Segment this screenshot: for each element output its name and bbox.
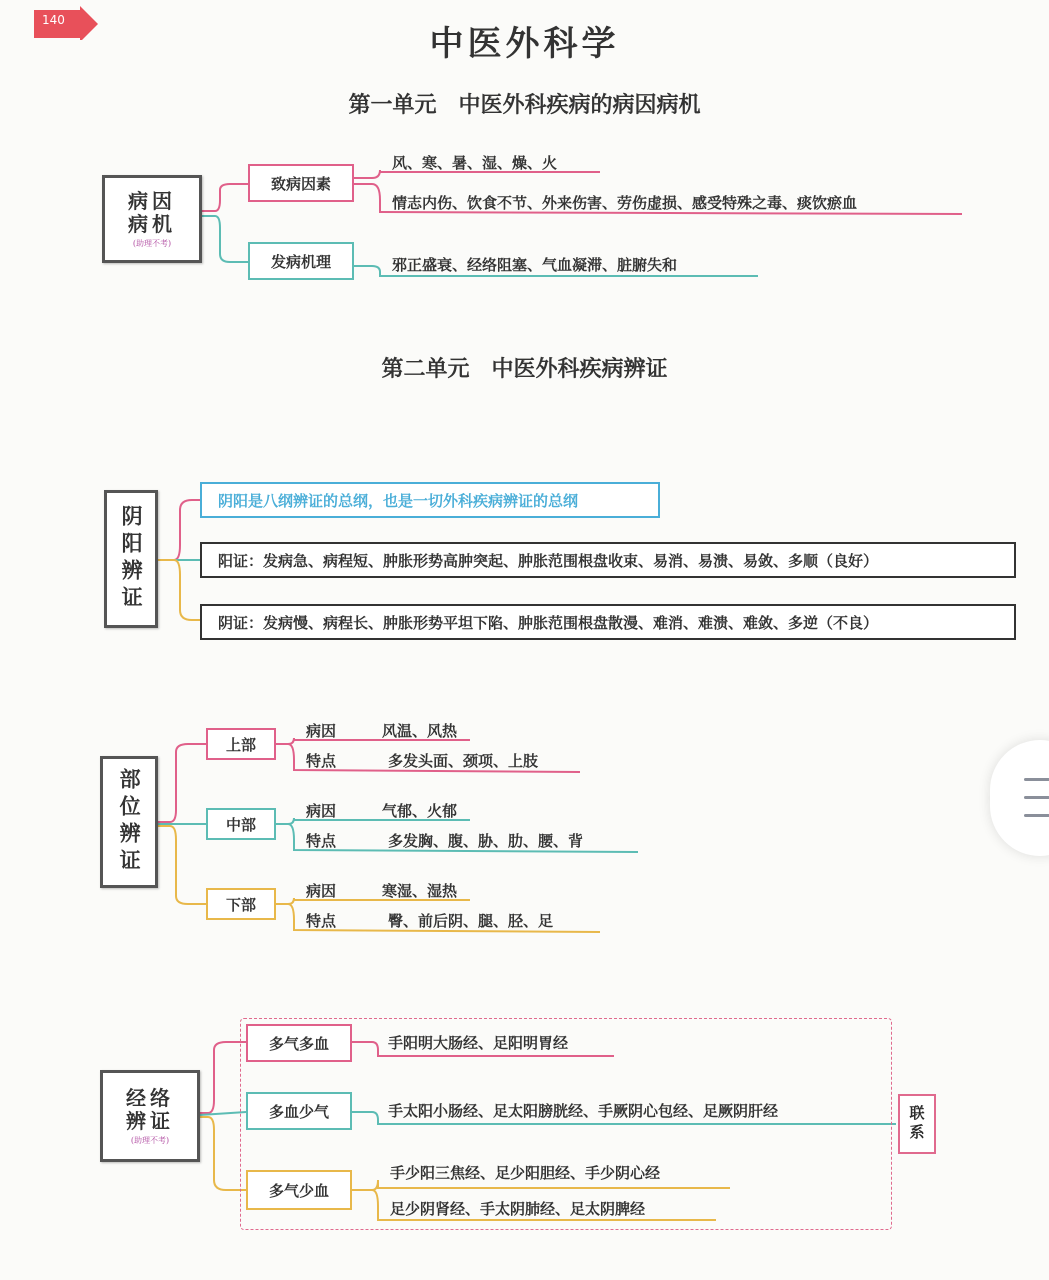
menu-icon-bar — [1024, 796, 1049, 799]
jingluo-group-0: 多气多血 — [246, 1024, 352, 1062]
buwei-lower-cause: 寒湿、湿热 — [382, 882, 458, 900]
unit1-leaf-0-0: 风、寒、暑、湿、燥、火 — [392, 154, 558, 172]
buwei-part-lower: 下部 — [206, 888, 276, 920]
menu-icon-bar — [1024, 814, 1049, 817]
yinyang-item-1: 阳证：发病急、病程短、肿胀形势高肿突起、肿胀范围根盘收束、易消、易溃、易敛、多顺（良好） — [200, 542, 1016, 578]
unit1-branch-1: 发病机理 — [248, 242, 354, 280]
jingluo-group-1: 多血少气 — [246, 1092, 352, 1130]
buwei-part-middle: 中部 — [206, 808, 276, 840]
jingluo-root-note: (助理不考) — [130, 1135, 170, 1145]
yinyang-root-node: 阴阳辨证 — [104, 490, 158, 628]
buwei-middle-feature-label: 特点 — [306, 832, 337, 850]
jingluo-root-label: 经络辨证 — [126, 1085, 174, 1133]
buwei-upper-feature-label: 特点 — [306, 752, 337, 770]
buwei-lower-feature-label: 特点 — [306, 912, 337, 930]
page-title: 中医外科学 — [429, 24, 620, 64]
jingluo-leaf-1-0: 手太阳小肠经、足太阳膀胱经、手厥阴心包经、足厥阴肝经 — [388, 1102, 779, 1120]
menu-icon — [1024, 778, 1049, 781]
buwei-lower-cause-label: 病因 — [306, 882, 337, 900]
buwei-root-node: 部位辨证 — [100, 756, 158, 888]
unit2-heading: 第二单元 中医外科疾病辨证 — [381, 356, 668, 382]
buwei-lower-feature: 臀、前后阴、腿、胫、足 — [388, 912, 554, 930]
jingluo-leaf-2-0: 手少阳三焦经、足少阳胆经、手少阴心经 — [390, 1164, 661, 1182]
unit1-heading: 第一单元 中医外科疾病的病因病机 — [348, 92, 701, 118]
buwei-part-upper: 上部 — [206, 728, 276, 760]
jingluo-leaf-2-1: 足少阴肾经、手太阴肺经、足太阴脾经 — [390, 1200, 646, 1218]
yinyang-item-2: 阴证：发病慢、病程长、肿胀形势平坦下陷、肿胀范围根盘散漫、难消、难溃、难敛、多逆（不良） — [200, 604, 1016, 640]
buwei-upper-cause: 风温、风热 — [382, 722, 458, 740]
yinyang-item-0: 阴阳是八纲辨证的总纲，也是一切外科疾病辨证的总纲 — [200, 482, 660, 518]
buwei-middle-feature: 多发胸、腹、胁、肋、腰、背 — [388, 832, 584, 850]
jingluo-link-box: 联系 — [898, 1094, 936, 1154]
unit1-leaf-1-0: 邪正盛衰、经络阻塞、气血凝滞、脏腑失和 — [392, 256, 678, 274]
unit1-root-note: (助理不考) — [132, 238, 172, 248]
buwei-middle-cause-label: 病因 — [306, 802, 337, 820]
buwei-upper-feature: 多发头面、颈项、上肢 — [388, 752, 539, 770]
page-number: 140 — [42, 13, 65, 27]
unit1-root-label: 病因病机 — [128, 188, 176, 236]
unit1-root-node — [102, 175, 202, 263]
jingluo-group-2: 多气少血 — [246, 1170, 352, 1210]
jingluo-leaf-0-0: 手阳明大肠经、足阳明胃经 — [388, 1034, 569, 1052]
buwei-middle-cause: 气郁、火郁 — [382, 802, 458, 820]
buwei-upper-cause-label: 病因 — [306, 722, 337, 740]
unit1-leaf-0-1: 情志内伤、饮食不节、外来伤害、劳伤虚损、感受特殊之毒、痰饮瘀血 — [392, 194, 858, 212]
jingluo-root-node — [100, 1070, 200, 1162]
unit1-branch-0: 致病因素 — [248, 164, 354, 202]
